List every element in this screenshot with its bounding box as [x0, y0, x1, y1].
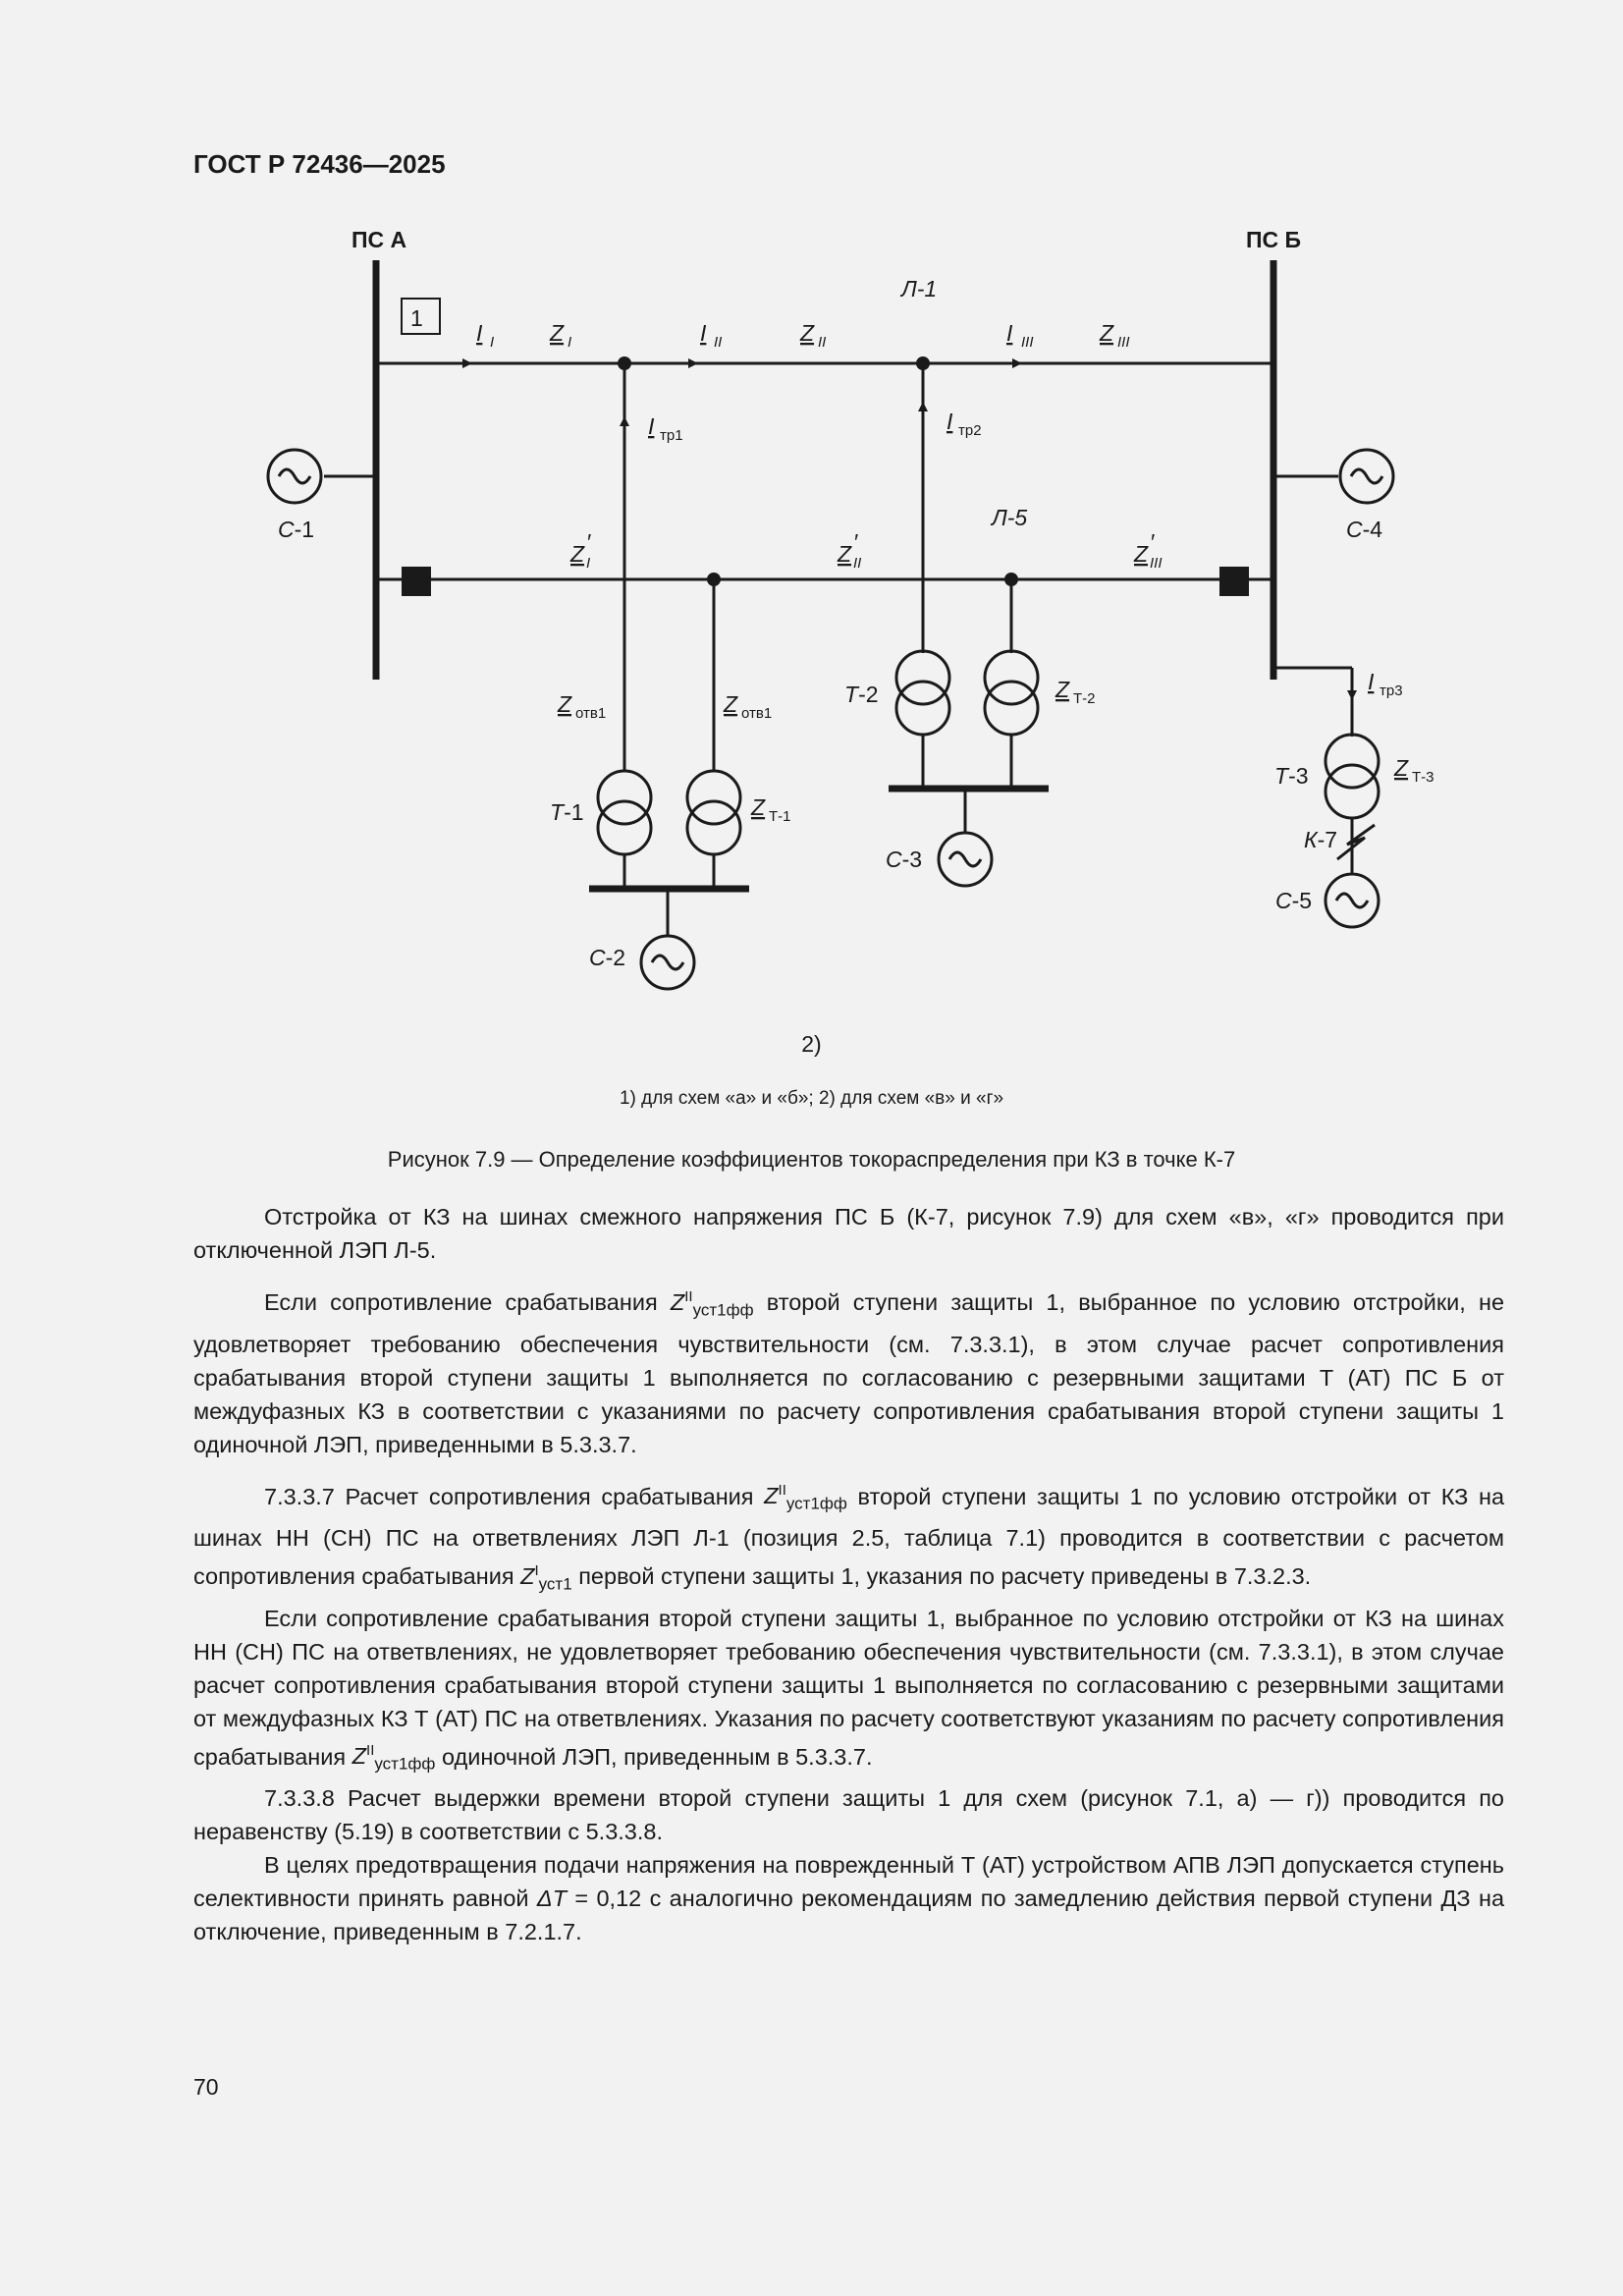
fault-k7-symbol	[1337, 825, 1375, 859]
paragraph-6: В целях предотвращения подачи напряжения на поврежденный Т (АТ) устройством АПВ ЛЭП допускается ступень селективности принять равной ΔT = 0,12 с аналогично рекомендациям по замедлению действия первой ступени ДЗ на отключение, приведенным в 7.2.1.7.	[193, 1852, 1505, 1945]
transformer-zt1-bottom	[687, 801, 740, 854]
label-line-l5: Л-5	[992, 505, 1028, 530]
transformer-t1-top	[598, 771, 651, 824]
protection-number: 1	[410, 305, 423, 331]
paragraph-4: Если сопротивление срабатывания второй ступени защиты 1, выбранное по условию отстройки от КЗ на шинах НН (СН) ПС на ответвлениях, не удовлетворяет требованию обеспечения чувствительности (см. 7.3.3.1), в этом случае расчет сопротивления срабатывания второй ступени защиты 1 выполняется по согласованию с резервными защитами от междуфазных КЗ Т (АТ) ПС на ответвлениях. Указания по расчету соответствуют указаниям по расчету сопротивления срабатывания $Z^{II}_{уст1фф}$ одиночной ЛЭП, приведенным в 5.3.3.7.	[193, 1605, 1504, 1775]
transformer-zt2-bottom	[985, 682, 1038, 735]
svg-text:Т-1: Т-1	[769, 808, 791, 825]
svg-text:Z: Z	[800, 320, 815, 346]
transformer-t3-bottom	[1325, 765, 1379, 818]
svg-text:К-7: К-7	[1304, 827, 1338, 852]
svg-text:С-3: С-3	[886, 847, 923, 872]
svg-text:тр3: тр3	[1380, 683, 1403, 699]
figure-legend: 1) для схем «а» и «б»; 2) для схем «в» и «г»	[619, 1088, 1004, 1109]
svg-text:I: I	[648, 413, 655, 439]
svg-text:отв1: отв1	[741, 705, 773, 722]
paragraph-5: 7.3.3.8 Расчет выдержки времени второй ступени защиты 1 для схем (рисунок 7.1, а) — г)) проводится по неравенству (5.19) в соответствии с 5.3.3.8.	[193, 1785, 1504, 1845]
transformer-t3-top	[1325, 735, 1379, 788]
page-number: 70	[193, 2074, 219, 2100]
svg-text:I: I	[700, 320, 707, 346]
paragraph-1: Отстройка от КЗ на шинах смежного напряжения ПС Б (К-7, рисунок 7.9) для схем «в», «г» проводится при отключенной ЛЭП Л-5.	[193, 1204, 1504, 1263]
label-ps-b: ПС Б	[1246, 227, 1302, 252]
svg-text:С-1: С-1	[278, 517, 315, 542]
svg-text:С-2: С-2	[589, 945, 626, 970]
svg-text:III: III	[1021, 334, 1034, 351]
breaker-l5-a	[402, 567, 431, 596]
svg-text:I: I	[476, 320, 483, 346]
body-text	[193, 1200, 1504, 1948]
transformer-t2-top	[896, 651, 949, 704]
svg-text:Л-1	[899, 276, 937, 301]
svg-text:Z: Z	[751, 794, 766, 820]
svg-text:Z: Z	[550, 320, 565, 346]
svg-text:III: III	[1117, 334, 1130, 351]
svg-text:I: I	[947, 409, 953, 434]
svg-text:Z: Z	[558, 691, 572, 717]
circuit-diagram	[0, 0, 1623, 1031]
svg-text:Т-3: Т-3	[1412, 769, 1434, 786]
svg-text:I: I	[586, 555, 591, 572]
svg-text:Т-2: Т-2	[844, 682, 879, 707]
figure-caption: Рисунок 7.9 — Определение коэффициентов токораспределения при КЗ в точке К-7	[387, 1147, 1236, 1172]
document-header: ГОСТ Р 72436—2025	[193, 149, 446, 179]
svg-text:Z: Z	[570, 541, 585, 567]
figure-sublabel: 2)	[801, 1031, 822, 1057]
svg-text:I: I	[568, 334, 572, 351]
svg-text:Z: Z	[838, 541, 852, 567]
svg-text:Z: Z	[1134, 541, 1149, 567]
svg-text:Z: Z	[1055, 677, 1070, 702]
svg-text:′: ′	[587, 529, 592, 555]
label-line-l1: Л-1	[901, 276, 938, 301]
svg-text:Z: Z	[1394, 755, 1409, 781]
svg-text:С-4: С-4	[1346, 517, 1383, 542]
svg-text:Л-5	[990, 505, 1027, 530]
svg-text:I: I	[1006, 320, 1013, 346]
svg-text:Т-3: Т-3	[1274, 763, 1309, 789]
svg-text:III: III	[1150, 555, 1163, 572]
svg-text:тр2: тр2	[958, 422, 982, 439]
svg-text:′: ′	[854, 529, 859, 555]
transformer-zt2-top	[985, 651, 1038, 704]
breaker-l5-b	[1219, 567, 1249, 596]
paragraph-3: 7.3.3.7 Расчет сопротивления срабатывания $Z^{II}_{уст1фф}$ второй ступени защиты 1 по условию отстройки от КЗ на шинах НН (СН) ПС на ответвлениях ЛЭП Л-1 (позиция 2.5, таблица 7.1) проводится в соответствии с расчетом сопротивления срабатывания $Z^I_{уст1}$ первой ступени защиты 1, указания по расчету приведены в 7.3.2.3.	[193, 1482, 1505, 1594]
label-ps-a: ПС А	[352, 227, 407, 252]
svg-text:Z: Z	[724, 691, 738, 717]
svg-text:тр1: тр1	[660, 427, 683, 444]
svg-text:отв1: отв1	[575, 705, 607, 722]
svg-text:′: ′	[1151, 529, 1156, 555]
transformer-t2-bottom	[896, 682, 949, 735]
svg-text:I: I	[1368, 669, 1375, 694]
paragraph-2: Если сопротивление срабатывания $Z^{II}_{уст1фф}$ второй ступени защиты 1, выбранное по условию отстройки, не удовлетворяет требованию обеспечения чувствительности (см. 7.3.3.1), в этом случае расчет сопротивления срабатывания второй ступени защиты 1 выполняется по согласованию с резервными защитами Т (АТ) ПС Б от междуфазных КЗ в соответствии с указаниями по расчету сопротивления срабатывания второй ступени защиты 1 одиночной ЛЭП, приведенными в 5.3.3.7.	[193, 1288, 1505, 1457]
svg-text:С-5: С-5	[1275, 888, 1313, 913]
svg-text:II: II	[853, 555, 862, 572]
svg-text:Т-1: Т-1	[550, 799, 584, 825]
svg-text:II: II	[714, 334, 723, 351]
svg-text:Т-2: Т-2	[1073, 690, 1096, 707]
svg-text:Z: Z	[1100, 320, 1114, 346]
svg-text:I: I	[490, 334, 495, 351]
svg-text:II: II	[818, 334, 827, 351]
transformer-t1-bottom	[598, 801, 651, 854]
transformer-zt1-top	[687, 771, 740, 824]
